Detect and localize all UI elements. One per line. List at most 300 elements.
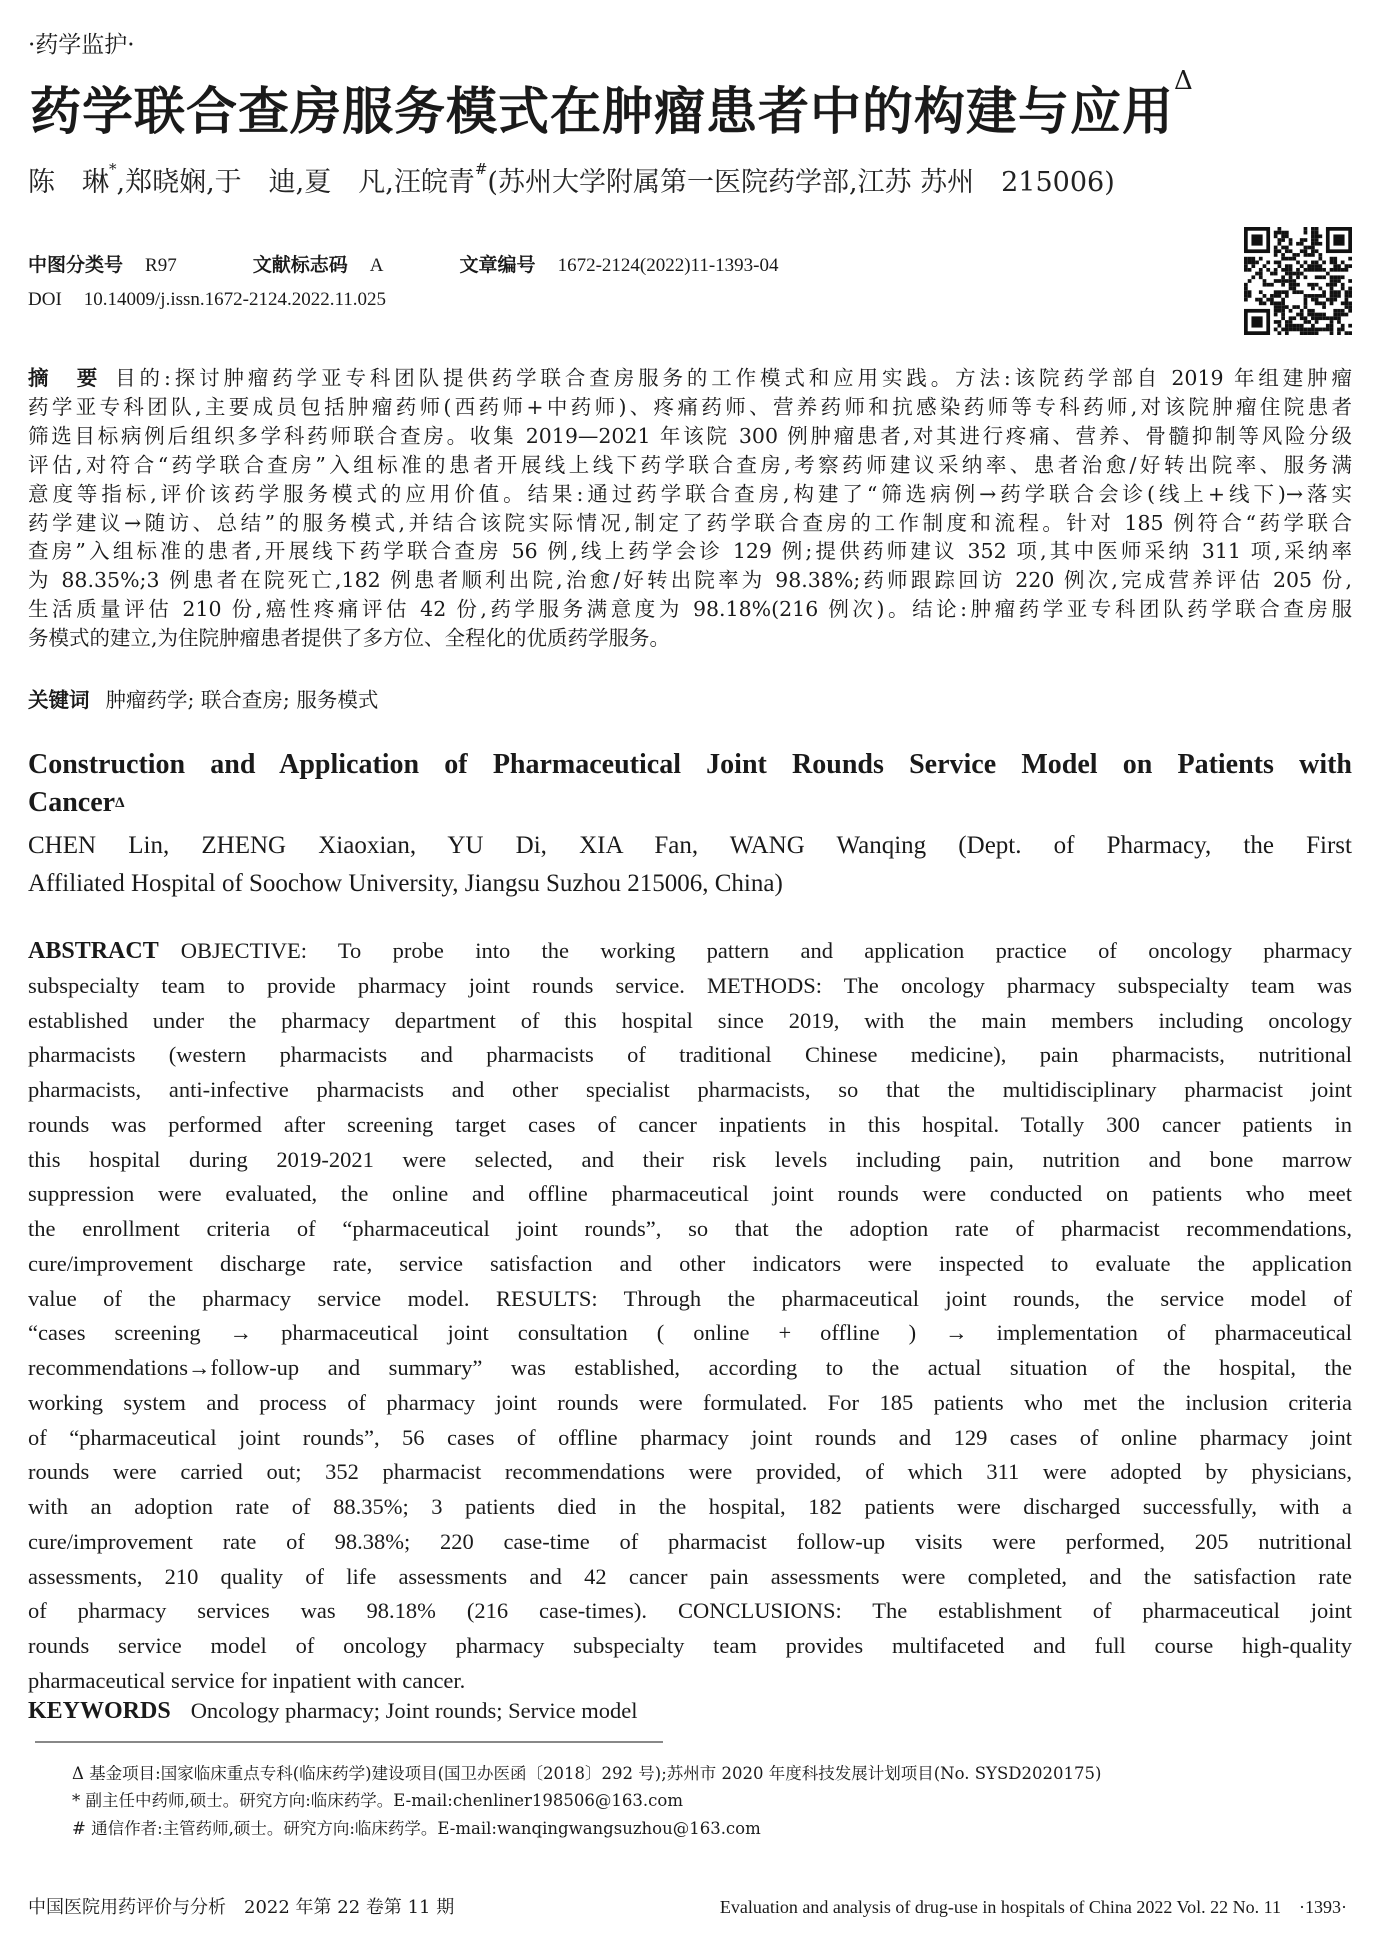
affiliation-cn: (苏州大学附属第一医院药学部,江苏 苏州 215006) [487,167,1115,198]
qr-module [1307,320,1311,324]
qr-module [1304,294,1308,298]
qr-module [1315,320,1319,324]
qr-module [1333,264,1337,268]
qr-module [1315,242,1319,246]
qr-module [1296,261,1300,265]
abstract-cn-text: 查房”入组标准的患者,开展线下药学联合查房 56 例,线上药学会诊 129 例;提供药师建议 352 项,其中医师采纳 311 项,采纳率 [28,539,1352,564]
article-number-value: 1672-2124(2022)11-1393-04 [557,255,779,276]
qr-module [1300,238,1304,242]
qr-module [1259,290,1263,294]
qr-module [1311,227,1315,231]
qr-module [1278,301,1282,305]
qr-module [1251,261,1255,265]
abstract-en-text: the enrollment criteria of “pharmaceutical joint rounds”, so that the adoption rate of pharmacist recommendations, [28,1216,1352,1241]
abstract-en-text: “cases screening → pharmaceutical joint consultation ( online + offline ) → implementation of pharmaceutical [28,1320,1352,1346]
qr-module [1337,290,1341,294]
abstract-en-text: suppression were evaluated, the online and offline pharmaceutical joint rounds were conducted on patients who meet [28,1181,1352,1207]
doi-value[interactable]: 10.14009/j.issn.1672-2124.2022.11.025 [83,289,387,310]
qr-module [1322,261,1326,265]
qr-module [1326,316,1330,320]
abstract-en-text: cure/improvement rate of 98.38%; 220 case-time of pharmacist follow-up visits were performed, 205 nutritional [28,1528,1352,1554]
qr-module [1289,328,1293,332]
qr-module [1315,298,1319,302]
abstract-en-line [28,1351,1352,1386]
abstract-en-line [28,1421,1352,1456]
qr-module [1348,257,1352,261]
abstract-cn-line [28,451,1352,480]
qr-code [1244,227,1352,335]
abstract-en-text: rounds was performed after screening target cases of cancer inpatients in this hospital. Totally 300 cancer patients in [28,1111,1352,1137]
qr-module [1341,309,1345,313]
qr-module [1311,238,1315,242]
qr-module [1296,253,1300,257]
qr-module [1244,264,1248,268]
doi-label: DOI [28,289,62,310]
qr-module [1307,331,1311,335]
qr-module [1266,298,1270,302]
doi-line [28,289,386,311]
qr-finder [1333,234,1344,245]
qr-module [1333,316,1337,320]
qr-module [1307,268,1311,272]
funding-mark: Δ [115,795,125,811]
qr-module [1330,287,1334,291]
qr-module [1281,253,1285,257]
qr-module [1270,294,1274,298]
qr-module [1296,324,1300,328]
qr-module [1274,294,1278,298]
qr-module [1345,294,1349,298]
qr-module [1341,313,1345,317]
qr-module [1345,298,1349,302]
qr-module [1326,324,1330,328]
qr-module [1244,261,1248,265]
abstract-en-text: subspecialty team to provide pharmacy joint rounds service. METHODS: The oncology pharmacy subspecialty team was [28,972,1352,998]
qr-module [1345,313,1349,317]
abstract-cn-text: 筛选目标病例后组织多学科药师联合查房。收集 2019—2021 年该院 300 例肿瘤患者,对其进行疼痛、营养、骨髓抑制等风险分级 [28,423,1352,448]
abstract-en-line [28,1386,1352,1421]
qr-module [1278,294,1282,298]
qr-module [1337,279,1341,283]
qr-module [1263,264,1267,268]
abstract-en-text: established under the pharmacy department of this hospital since 2019, with the main members including oncology [28,1007,1352,1033]
qr-module [1304,328,1308,332]
qr-module [1330,275,1334,279]
qr-module [1318,234,1322,238]
qr-module [1285,279,1289,283]
qr-module [1307,294,1311,298]
article-number-label: 文章编号 [459,254,536,276]
qr-module [1281,313,1285,317]
qr-module [1274,249,1278,253]
qr-module [1289,272,1293,276]
qr-module [1333,257,1337,261]
qr-module [1304,246,1308,250]
qr-module [1296,272,1300,276]
qr-module [1330,301,1334,305]
qr-module [1330,268,1334,272]
qr-module [1255,298,1259,302]
keywords-en-label: KEYWORDS [28,1698,171,1724]
qr-module [1281,238,1285,242]
qr-module [1337,309,1341,313]
qr-module [1341,268,1345,272]
qr-module [1285,331,1289,335]
qr-module [1251,275,1255,279]
qr-module [1278,238,1282,242]
qr-module [1318,268,1322,272]
qr-module [1274,253,1278,257]
qr-module [1311,242,1315,246]
qr-module [1315,234,1319,238]
abstract-en-line [28,1455,1352,1490]
abstract-en-label: ABSTRACT [28,938,159,964]
qr-module [1289,287,1293,291]
qr-module [1330,290,1334,294]
abstract-en-line [28,969,1352,1004]
qr-module [1244,294,1248,298]
qr-module [1259,275,1263,279]
qr-module [1348,331,1352,335]
qr-module [1315,238,1319,242]
abstract-en-line [28,1560,1352,1595]
abstract-en-text: working system and process of pharmacy joint rounds were formulated. For 185 patients who met the inclusion criteria [28,1389,1352,1415]
abstract-en-line [28,1282,1352,1317]
abstract-en-line [28,1004,1352,1039]
qr-module [1292,316,1296,320]
abstract-cn-line [28,537,1352,566]
qr-module [1322,301,1326,305]
qr-module [1304,261,1308,265]
qr-module [1315,316,1319,320]
qr-module [1318,316,1322,320]
abstract-en-text: this hospital during 2019-2021 were selected, and their risk levels including pain, nutrition and bone marrow [28,1146,1352,1172]
keywords-en [28,1698,637,1725]
abstract-cn-line [28,509,1352,538]
abstract-en-text: value of the pharmacy service model. RESULTS: Through the pharmaceutical joint rounds, the service model of [28,1285,1352,1311]
abstract-cn-text: 意度等指标,评价该药学服务模式的应用价值。结果:通过药学联合查房,构建了“筛选病例→药学联合会诊(线上+线下)→落实 [28,481,1352,506]
qr-module [1292,305,1296,309]
qr-module [1244,287,1248,291]
qr-module [1278,242,1282,246]
qr-module [1292,287,1296,291]
abstract-cn-line [28,480,1352,509]
abstract-cn-text: 药学亚专科团队,主要成员包括肿瘤药师(西药师+中药师)、疼痛药师、营养药师和抗感染药师等专科药师,对该院肿瘤住院患者 [28,394,1352,419]
qr-module [1278,290,1282,294]
keywords-cn [28,683,378,713]
qr-module [1300,272,1304,276]
qr-module [1285,268,1289,272]
qr-module [1270,298,1274,302]
qr-module [1278,324,1282,328]
qr-module [1318,294,1322,298]
qr-module [1285,294,1289,298]
abstract-en-text: with an adoption rate of 88.35%; 3 patients died in the hospital, 182 patients were discharged successfully, with a [28,1494,1352,1519]
qr-module [1300,331,1304,335]
qr-module [1304,268,1308,272]
abstract-en-line [28,1143,1352,1178]
qr-module [1259,301,1263,305]
qr-module [1296,328,1300,332]
qr-module [1304,301,1308,305]
qr-module [1341,301,1345,305]
qr-module [1296,275,1300,279]
qr-module [1304,316,1308,320]
qr-module [1274,246,1278,250]
abstract-en-line [28,1212,1352,1247]
clc-label: 中图分类号 [28,254,124,276]
qr-module [1270,301,1274,305]
qr-module [1274,320,1278,324]
qr-module [1315,261,1319,265]
qr-module [1330,324,1334,328]
qr-module [1278,227,1282,231]
abstract-en-text: recommendations→follow-up and summary” was established, according to the actual situation of the hospital, the [28,1355,1352,1380]
qr-module [1318,328,1322,332]
qr-module [1255,261,1259,265]
qr-module [1289,275,1293,279]
abstract-en-text: pharmacists, anti-infective pharmacists and other specialist pharmacists, so that the multidisciplinary pharmacist joint [28,1077,1352,1102]
qr-module [1345,290,1349,294]
qr-module [1337,294,1341,298]
qr-module [1315,227,1319,231]
qr-module [1300,249,1304,253]
qr-module [1289,264,1293,268]
abstract-en-text: OBJECTIVE: To probe into the working pattern and application practice of oncology pharmacy [180,938,1352,963]
qr-module [1322,313,1326,317]
qr-module [1263,294,1267,298]
qr-module [1311,324,1315,328]
qr-module [1330,257,1334,261]
qr-module [1318,287,1322,291]
keywords-en-value: Oncology pharmacy; Joint rounds; Service model [190,1698,638,1723]
qr-module [1300,316,1304,320]
qr-module [1311,249,1315,253]
qr-module [1289,316,1293,320]
qr-module [1244,298,1248,302]
author-mark: * [109,160,117,178]
qr-module [1333,313,1337,317]
qr-module [1311,313,1315,317]
qr-module [1274,268,1278,272]
qr-module [1278,261,1282,265]
authors-en-line: Affiliated Hospital of Soochow University, Jiangsu Suzhou 215006, China) [28,870,783,897]
qr-module [1289,324,1293,328]
qr-module [1248,257,1252,261]
qr-module [1315,264,1319,268]
footnote-funding: Δ 基金项目:国家临床重点专科(临床药学)建设项目(国卫办医函〔2018〕292 号);苏州市 2020 年度科技发展计划项目(No. SYSD2020175) [72,1764,1102,1783]
qr-module [1311,298,1315,302]
qr-module [1318,242,1322,246]
qr-module [1311,234,1315,238]
qr-module [1285,290,1289,294]
qr-module [1281,301,1285,305]
qr-module [1274,261,1278,265]
qr-module [1300,242,1304,246]
qr-module [1304,305,1308,309]
qr-module [1330,294,1334,298]
qr-module [1341,261,1345,265]
qr-module [1266,261,1270,265]
qr-module [1300,324,1304,328]
qr-module [1244,290,1248,294]
qr-module [1333,261,1337,265]
qr-module [1311,294,1315,298]
abstract-en-line [28,1108,1352,1143]
qr-module [1326,298,1330,302]
qr-module [1304,298,1308,302]
qr-module [1307,253,1311,257]
title-en-line [28,784,1352,822]
qr-module [1263,279,1267,283]
qr-module [1311,246,1315,250]
qr-module [1285,305,1289,309]
qr-module [1333,290,1337,294]
qr-module [1281,275,1285,279]
qr-module [1281,246,1285,250]
qr-module [1330,331,1334,335]
abstract-cn-text: 目的:探讨肿瘤药学亚专科团队提供药学联合查房服务的工作模式和应用实践。方法:该院药学部自 2019 年组建肿瘤 [115,366,1353,390]
qr-module [1296,290,1300,294]
qr-module [1292,279,1296,283]
qr-module [1274,234,1278,238]
qr-module [1281,279,1285,283]
qr-module [1300,313,1304,317]
qr-module [1296,268,1300,272]
qr-module [1337,313,1341,317]
qr-module [1285,272,1289,276]
qr-module [1345,268,1349,272]
qr-module [1348,309,1352,313]
qr-module [1292,272,1296,276]
qr-module [1311,328,1315,332]
qr-module [1259,298,1263,302]
qr-module [1304,331,1308,335]
qr-module [1337,264,1341,268]
qr-module [1285,320,1289,324]
qr-module [1270,272,1274,276]
qr-module [1300,328,1304,332]
qr-module [1326,328,1330,332]
qr-module [1307,264,1311,268]
qr-finder [1251,316,1262,327]
qr-module [1281,257,1285,261]
qr-module [1304,227,1308,231]
abstract-cn-line [28,566,1352,595]
qr-module [1311,264,1315,268]
qr-module [1341,328,1345,332]
abstract-en-text: assessments, 210 quality of life assessments and 42 cancer pain assessments were completed, and the satisfaction rate [28,1563,1352,1589]
qr-module [1304,231,1308,235]
qr-module [1330,261,1334,265]
qr-module [1278,249,1282,253]
doc-code-value: A [369,255,384,276]
qr-module [1333,309,1337,313]
qr-module [1318,253,1322,257]
title-en [28,746,1352,822]
authors-en [28,827,1352,903]
qr-module [1292,328,1296,332]
qr-module [1296,313,1300,317]
qr-module [1315,283,1319,287]
qr-module [1281,290,1285,294]
qr-module [1348,324,1352,328]
qr-module [1281,283,1285,287]
qr-module [1263,283,1267,287]
authors-cn [28,160,1115,199]
qr-module [1337,316,1341,320]
qr-module [1292,253,1296,257]
qr-module [1315,313,1319,317]
qr-module [1318,301,1322,305]
qr-module [1315,231,1319,235]
qr-module [1278,320,1282,324]
abstract-en-text: cure/improvement discharge rate, service satisfaction and other indicators were inspected to evaluate the application [28,1250,1352,1276]
qr-module [1341,275,1345,279]
qr-module [1274,279,1278,283]
qr-module [1307,313,1311,317]
qr-module [1337,268,1341,272]
qr-module [1322,268,1326,272]
corresponding-mark: # [474,160,488,178]
abstract-cn-text: 评估,对符合“药学联合查房”入组标准的患者开展线上线下药学联合查房,考察药师建议采纳率、患者治愈/好转出院率、服务满 [28,452,1352,477]
qr-module [1315,301,1319,305]
qr-module [1341,283,1345,287]
qr-module [1300,264,1304,268]
qr-module [1322,275,1326,279]
qr-module [1307,309,1311,313]
qr-module [1285,249,1289,253]
qr-module [1311,283,1315,287]
qr-module [1292,290,1296,294]
qr-module [1300,309,1304,313]
qr-module [1259,268,1263,272]
qr-module [1318,264,1322,268]
qr-module [1333,275,1337,279]
qr-module [1278,279,1282,283]
qr-module [1244,268,1248,272]
qr-module [1311,231,1315,235]
qr-module [1296,305,1300,309]
footnote-author: * 副主任中药师,硕士。研究方向:临床药学。E-mail:chenliner198506@163.com [72,1791,683,1810]
qr-module [1278,309,1282,313]
qr-module [1315,249,1319,253]
abstract-en-line [28,1247,1352,1282]
qr-module [1281,328,1285,332]
qr-module [1311,316,1315,320]
qr-module [1311,309,1315,313]
qr-module [1266,283,1270,287]
qr-module [1248,279,1252,283]
abstract-en-line [28,1664,1352,1699]
qr-module [1322,316,1326,320]
qr-module [1285,328,1289,332]
funding-mark: Δ [1174,66,1194,96]
author-list: ,郑晓娴,于 迪,夏 凡,汪皖青 [116,167,475,198]
qr-module [1348,264,1352,268]
qr-module [1326,283,1330,287]
abstract-en-line [28,1177,1352,1212]
footnote-divider [35,1741,663,1743]
qr-module [1330,298,1334,302]
qr-module [1248,290,1252,294]
qr-module [1322,294,1326,298]
qr-module [1289,320,1293,324]
qr-module [1315,331,1319,335]
abstract-cn-text: 生活质量评估 210 份,癌性疼痛评估 42 份,药学服务满意度为 98.18%(216 例次)。结论:肿瘤药学亚专科团队药学联合查房服 [28,597,1352,622]
qr-module [1274,301,1278,305]
abstract-en-text: pharmacists (western pharmacists and pharmacists of traditional Chinese medicine), pain pharmacists, nutritional [28,1042,1352,1068]
